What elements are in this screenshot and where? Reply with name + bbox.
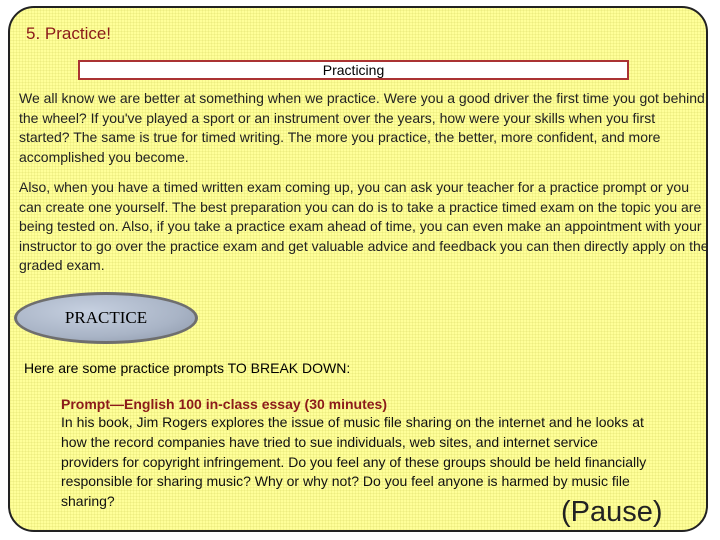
pause-label: (Pause) bbox=[561, 496, 663, 528]
prompts-heading: Here are some practice prompts TO BREAK DOWN: bbox=[24, 360, 351, 376]
slide-title: 5. Practice! bbox=[26, 24, 112, 43]
paragraph-1: We all know we are better at something when we practice. Were you a good driver the first time you got behind the wheel? If you've played a sport or an instrument over the years, how were your skills when you first started? The same is true for timed writing. The more you practice, the better, more confident, and more accomplished you become. bbox=[19, 90, 705, 165]
prompt-title: Prompt—English 100 in-class essay (30 minutes) bbox=[61, 396, 388, 412]
prompt-body: In his book, Jim Rogers explores the issue of music file sharing on the internet and he looks at how the record companies have tried to sue individuals, web sites, and internet service providers for copyright infringement. Do you feel any of these groups should be held financially responsible for sharing music? Why or why not? Do you feel anyone is harmed by music file sharing? bbox=[61, 414, 647, 510]
practice-button[interactable]: PRACTICE bbox=[14, 292, 198, 344]
practicing-heading-box: Practicing bbox=[78, 60, 629, 80]
paragraph-2: Also, when you have a timed written exam coming up, you can ask your teacher for a practice prompt or you can create one yourself. The best preparation you can do is to take a practice timed exam on the topic you are being tested on. Also, if you take a practice exam ahead of time, you can even make an appointment with your instructor to go over the practice exam and get valuable advice and feedback you can then directly apply on the graded exam. bbox=[19, 179, 709, 273]
